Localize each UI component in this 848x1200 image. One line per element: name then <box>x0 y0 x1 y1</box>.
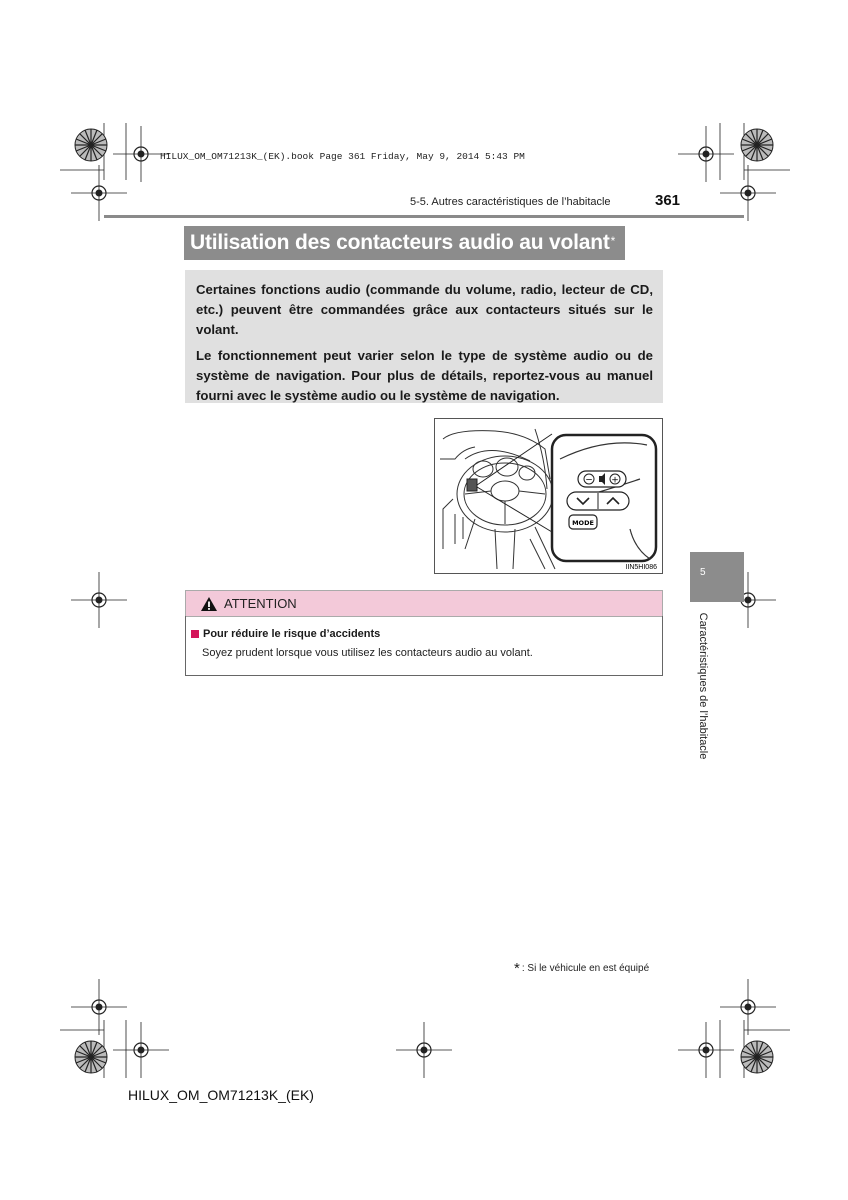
square-bullet-icon <box>191 630 199 638</box>
steering-wheel-drawing <box>435 419 662 573</box>
section-header: 5-5. Autres caractéristiques de l’habitacle <box>410 196 611 208</box>
footnote-text: : Si le véhicule en est équipé <box>521 963 650 974</box>
attention-text: Soyez prudent lorsque vous utilisez les contacteurs audio au volant. <box>202 647 533 659</box>
intro-paragraph-1: Certaines fonctions audio (commande du volume, radio, lecteur de CD, etc.) peuvent être commandées grâce aux contacteurs situés sur le volant. <box>196 282 653 337</box>
attention-title: ATTENTION <box>224 596 297 611</box>
intro-box <box>185 270 663 403</box>
attention-body <box>185 616 663 676</box>
chapter-label: Caractéristiques de l’habitacle <box>697 612 709 760</box>
page-title <box>184 226 625 260</box>
header-rule <box>104 215 744 218</box>
steering-switch-illustration <box>434 418 663 574</box>
volume-plus-label: + <box>611 475 619 486</box>
intro-paragraph-2: Le fonctionnement peut varier selon le type de système audio ou de système de navigation. Pour plus de détails, reportez-vous au manuel fourni avec le système audio ou le système de navigation. <box>196 348 653 403</box>
page-number: 361 <box>655 192 681 209</box>
chapter-number: 5 <box>700 567 706 578</box>
print-metadata-line: HILUX_OM_OM71213K_(EK).book Page 361 Friday, May 9, 2014 5:43 PM <box>160 151 525 162</box>
illustration-code: IIN5HI086 <box>625 564 657 571</box>
page-title-text: Utilisation des contacteurs audio au volant <box>190 231 610 254</box>
attention-heading <box>191 628 380 640</box>
attention-header <box>185 590 663 617</box>
document-code: HILUX_OM_OM71213K_(EK) <box>128 1087 314 1103</box>
footnote-asterisk: * <box>514 960 520 977</box>
warning-triangle-icon <box>200 596 218 612</box>
footnote <box>514 960 649 977</box>
mode-button-label: MODE <box>572 519 594 527</box>
attention-heading-text: Pour réduire le risque d’accidents <box>203 628 381 640</box>
title-asterisk: * <box>610 234 616 248</box>
volume-minus-label: − <box>585 475 593 486</box>
